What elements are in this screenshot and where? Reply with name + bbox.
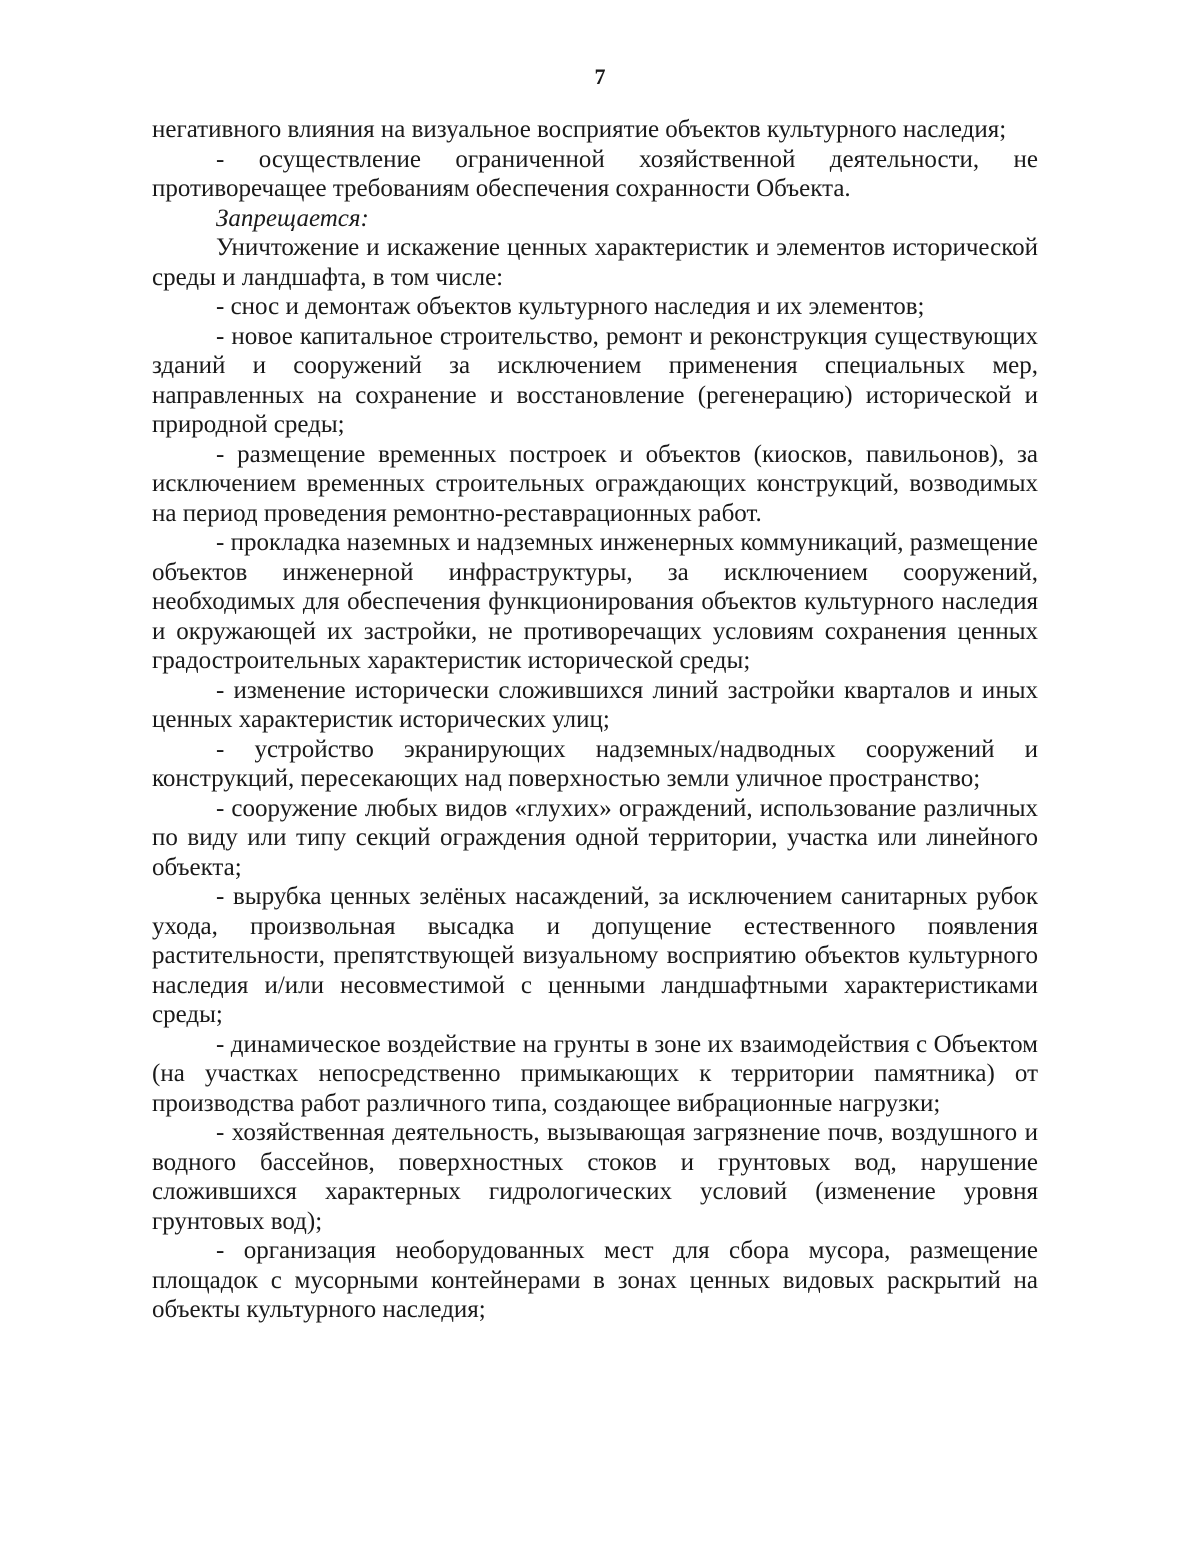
prohibited-heading: Запрещается: [216, 204, 369, 232]
list-item-tree-cutting: - вырубка ценных зелёных насаждений, за исключением санитарных рубок ухода, произвольная высадка и допущение естественного появления растительности, препятствующей визуальному восприятию объектов культурного наследия и/или несовместимой с ценными ландшафтными характеристиками среды; [152, 883, 1038, 1028]
list-item-fences: - сооружение любых видов «глухих» ограждений, использование различных по виду или типу секций ограждения одной территории, участка или линейного объекта; [152, 794, 1038, 881]
list-item-limited-activity: - осуществление ограниченной хозяйственной деятельности, не противоречащее требованиям обеспечения сохранности Объекта. [152, 145, 1038, 202]
page-number: 7 [594, 64, 606, 89]
document-body [152, 115, 1038, 1325]
paragraph-destruction: Уничтожение и искажение ценных характеристик и элементов исторической среды и ландшафта, в том числе: [152, 234, 1038, 291]
list-item-pollution: - хозяйственная деятельность, вызывающая загрязнение почв, воздушного и водного бассейнов, поверхностных стоков и грунтовых вод, нарушение сложившихся характерных гидрологических условий (изменение уровня грунтовых вод); [152, 1119, 1038, 1235]
list-item-screening-structures: - устройство экранирующих надземных/надводных сооружений и конструкций, пересекающих над поверхностью земли уличное пространство; [152, 735, 1038, 792]
list-item-temporary-buildings: - размещение временных построек и объектов (киосков, павильонов), за исключением временных строительных ограждающих конструкций, возводимых на период проведения ремонтно-реставрационных работ. [152, 440, 1038, 527]
list-item-garbage: - организация необорудованных мест для сбора мусора, размещение площадок с мусорными контейнерами в зонах ценных видовых раскрытий на объекты культурного наследия; [152, 1237, 1038, 1323]
list-item-building-lines: - изменение исторически сложившихся линий застройки кварталов и иных ценных характеристик исторических улиц; [152, 676, 1038, 733]
list-item-utilities: - прокладка наземных и надземных инженерных коммуникаций, размещение объектов инженерной инфраструктуры, за исключением сооружений, необходимых для обеспечения функционирования объектов культурного наследия и окружающей их застройки, не противоречащих условиям сохранения ценных градостроительных характеристик исторической среды; [152, 529, 1038, 674]
list-item-dynamic-impact: - динамическое воздействие на грунты в зоне их взаимодействия с Объектом (на участках непосредственно примыкающих к территории памятника) от производства работ различного типа, создающее вибрационные нагрузки; [152, 1030, 1038, 1117]
paragraph-continuation: негативного влияния на визуальное восприятие объектов культурного наследия; [152, 116, 1007, 143]
list-item-demolition: - снос и демонтаж объектов культурного наследия и их элементов; [216, 293, 925, 320]
list-item-new-construction: - новое капитальное строительство, ремонт и реконструкция существующих зданий и сооружений за исключением применения специальных мер, направленных на сохранение и восстановление (регенерацию) исторической и природной среды; [152, 322, 1038, 438]
